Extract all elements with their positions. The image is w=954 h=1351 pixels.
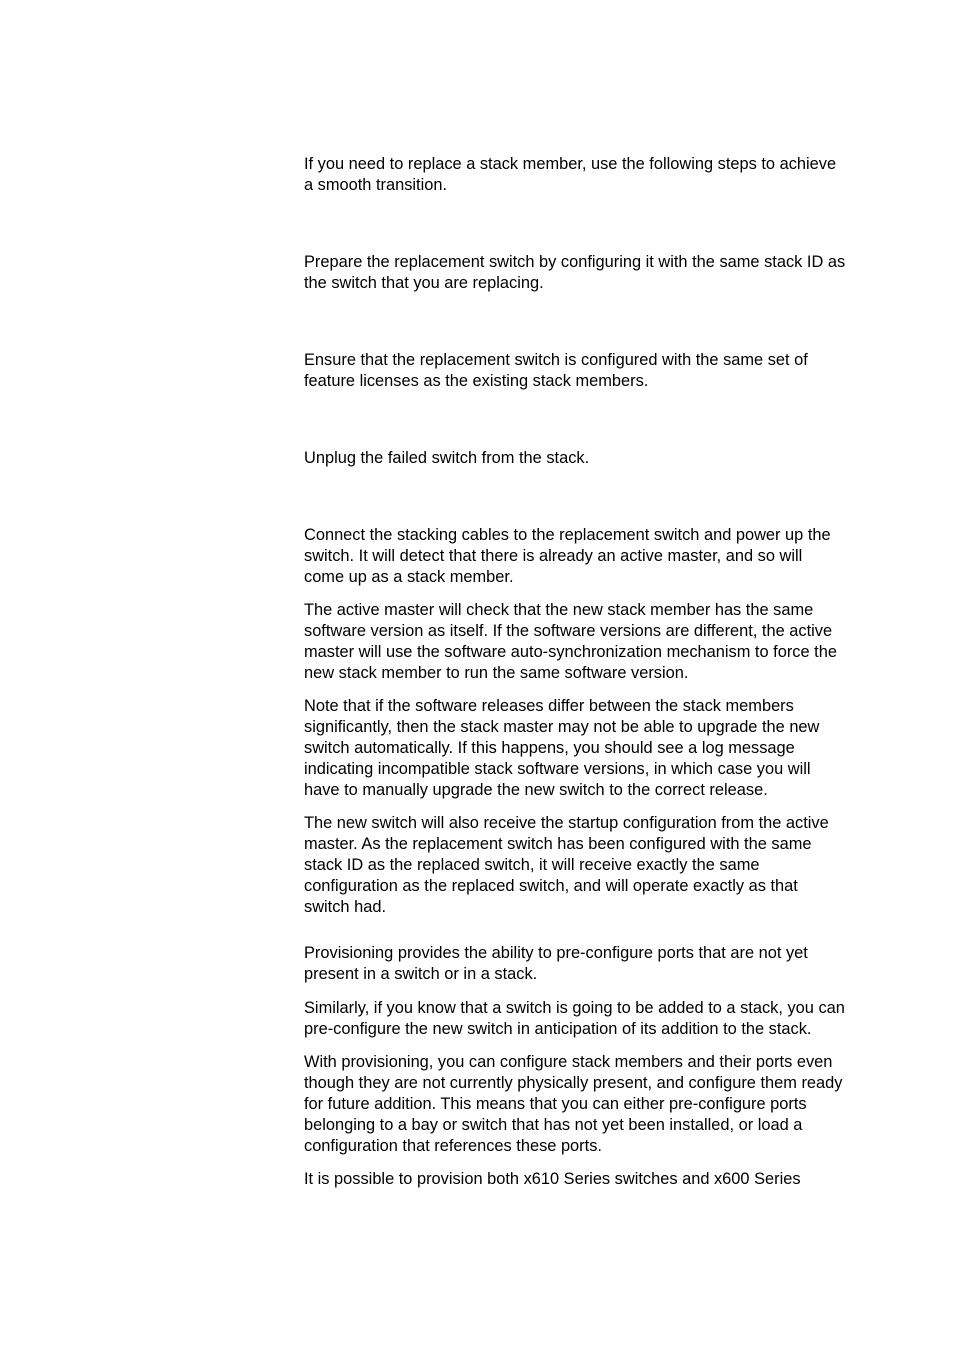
paragraph-provisioning-with: With provisioning, you can configure stack members and their ports even though they are not currently physically present, and configure them ready for future addition. This means that you can either pre-configure ports belonging to a bay or switch that has not yet been installed, or load a configuration that references these ports. xyxy=(304,1053,843,1155)
paragraph-active-master: The active master will check that the new stack member has the same software version as itself. If the software versions are different, the active master will use the software auto-synchronization mechanism to force the new stack member to run the same software version. xyxy=(304,601,837,682)
paragraph-startup-config: The new switch will also receive the startup configuration from the active master. As the replacement switch has been configured with the same stack ID as the replaced switch, it will receive exactly the same configuration as the replaced switch, and will operate exactly as that switch had. xyxy=(304,814,829,916)
paragraph-step-connect: Connect the stacking cables to the replacement switch and power up the switch. It will detect that there is already an active master, and so will come up as a stack member. xyxy=(304,526,831,586)
paragraph-provisioning-intro: Provisioning provides the ability to pre-configure ports that are not yet present in a switch or in a stack. xyxy=(304,944,808,983)
paragraph-step-unplug: Unplug the failed switch from the stack. xyxy=(304,449,590,467)
paragraph-provisioning-similarly: Similarly, if you know that a switch is going to be added to a stack, you can pre-configure the new switch in anticipation of its addition to the stack. xyxy=(304,999,845,1038)
paragraph-intro: If you need to replace a stack member, use the following steps to achieve a smooth transition. xyxy=(304,155,837,194)
paragraph-step-prepare: Prepare the replacement switch by configuring it with the same stack ID as the switch that you are replacing. xyxy=(304,253,846,292)
paragraph-provisioning-possible: It is possible to provision both x610 Series switches and x600 Series xyxy=(304,1170,801,1188)
paragraph-step-licenses: Ensure that the replacement switch is configured with the same set of feature licenses as the existing stack members. xyxy=(304,351,808,390)
paragraph-note-releases: Note that if the software releases differ between the stack members significantly, then the stack master may not be able to upgrade the new switch automatically. If this happens, you should see a log message indicating incompatible stack software versions, in which case you will have to manually upgrade the new switch to the correct release. xyxy=(304,697,820,799)
